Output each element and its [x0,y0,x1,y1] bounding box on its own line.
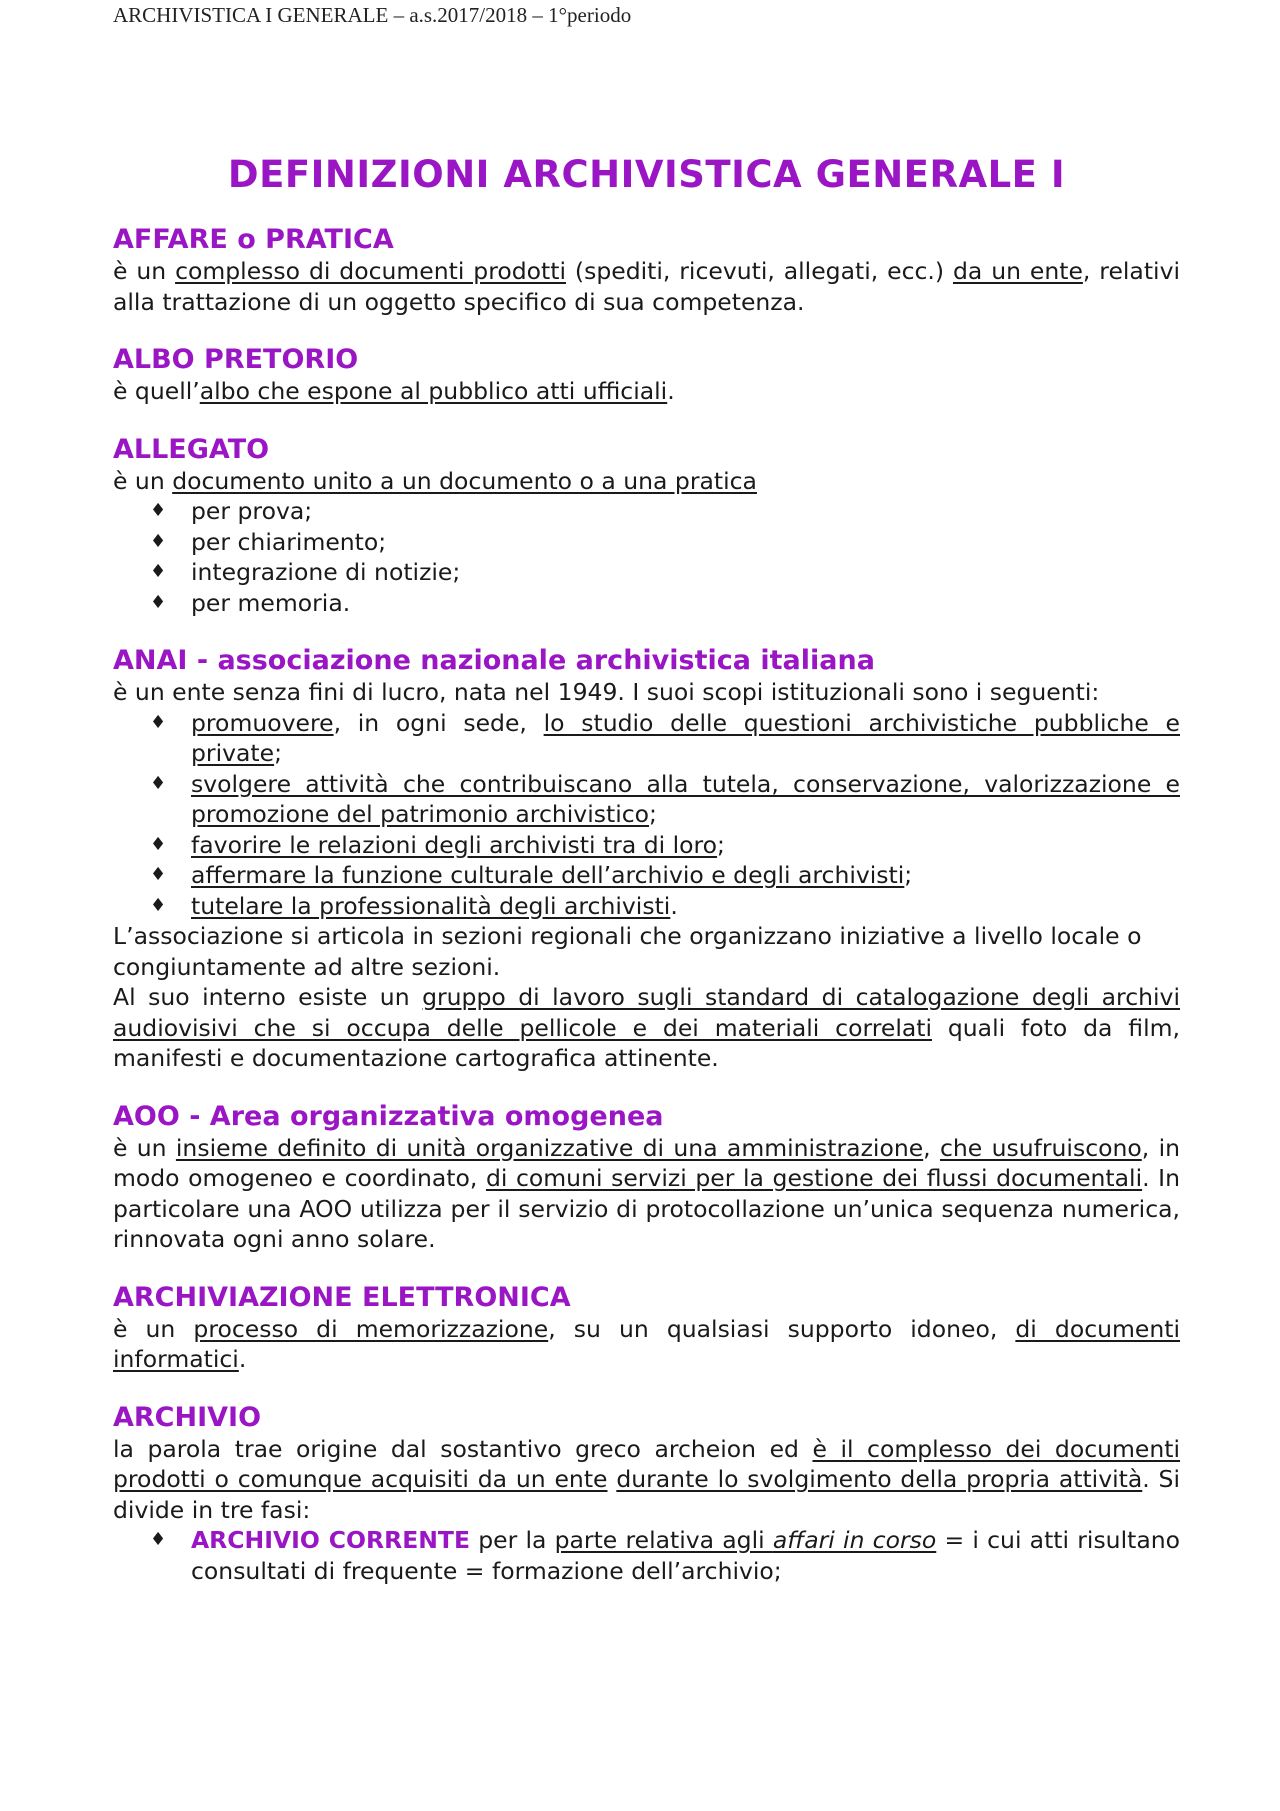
text-run: è un [113,257,176,285]
list-item-text: per memoria. [191,588,351,617]
section-albo-pretorio [113,344,1180,407]
paragraph-text [113,982,1180,1074]
bullet-list [113,496,1180,618]
text-run: ; [904,861,913,889]
list-item [150,830,1180,861]
definition-text [113,1434,1180,1526]
term-heading: AOO - Area organizzativa omogenea [113,1100,664,1132]
list-item [150,527,1180,558]
text-run: . [667,377,675,405]
inline-term: ARCHIVIO CORRENTE [191,1526,470,1554]
underlined-text: tutelare la professionalità degli archivisti [191,891,671,920]
diamond-bullet-icon: ♦ [150,1529,167,1550]
diamond-bullet-icon: ♦ [150,530,167,552]
diamond-bullet-icon: ♦ [150,894,167,916]
text-run: , relativi alla trattazione di un oggetto specifico di sua competenza. [113,257,1181,316]
text-run: (spediti, ricevuti, allegati, ecc.) [566,257,953,285]
text-run: Al suo interno esiste un [113,983,423,1011]
text-run: è un [113,1314,194,1343]
section-anai [113,645,1180,1074]
diamond-bullet-icon: ♦ [150,711,167,733]
underlined-text: albo che espone al pubblico atti ufficiali [199,377,668,405]
bullet-list [113,708,1180,922]
list-item [150,891,1180,922]
text-run: per la [470,1526,555,1554]
definition-text [113,376,1180,407]
underlined-text: gruppo di lavoro sugli standard di catalogazione degli archivi audiovisivi che si occupa delle pellicole e dei materiali correlati [113,983,1180,1042]
text-run: . [238,1345,247,1373]
text-run: quali foto da film, manifesti e documentazione cartografica attinente. [113,1013,1180,1072]
underlined-text: durante lo svolgimento della propria attività [616,1465,1143,1493]
underlined-text: è il complesso dei documenti prodotti o comunque acquisiti da un ente [113,1434,1181,1493]
definition-text [113,256,1180,317]
underlined-text: che usufruiscono [939,1133,1142,1162]
underlined-text [555,1526,937,1554]
text-run: parte relativa agli [554,1526,773,1554]
term-heading: ARCHIVIO [113,1401,262,1433]
diamond-bullet-icon: ♦ [150,833,167,855]
definition-text [113,1133,1180,1255]
text-run: ; [717,830,725,859]
document-body [113,148,1180,1613]
text-run: = i cui atti risultano consultati di frequente = formazione dell’archivio; [191,1526,1180,1585]
definition-text [113,466,1180,497]
diamond-bullet-icon: ♦ [150,500,167,521]
underlined-text: insieme definito di unità organizzative di una amministrazione [175,1133,924,1162]
diamond-bullet-icon: ♦ [150,561,167,582]
section-archivio [113,1402,1180,1587]
text-run: . In particolare una AOO utilizza per il servizio di protocollazione un’unica sequenza numerica, rinnovata ogni anno solare. [113,1164,1181,1253]
text-run: , [923,1133,940,1162]
text-run: ; [649,800,657,828]
text-run: è quell’ [113,377,200,405]
underlined-text: di comuni servizi per la gestione dei flussi documentali [485,1164,1143,1192]
running-header: ARCHIVISTICA I GENERALE – a.s.2017/2018 – 1°periodo [113,3,632,27]
text-run [608,1465,617,1493]
definition-text: è un ente senza fini di lucro, nata nel 1949. I suoi scopi istituzionali sono i seguenti: [113,678,1100,706]
diamond-bullet-icon: ♦ [150,772,167,794]
paragraph-text: L’associazione si articola in sezioni regionali che organizzano iniziative a livello locale o congiuntamente ad altre sezioni. [113,922,1142,981]
section-allegato [113,434,1180,619]
list-item [150,496,1180,527]
text-run: . Si divide in tre fasi: [113,1465,1180,1524]
list-item [150,769,1180,830]
text-run: , in ogni sede, [333,708,544,737]
underlined-text: favorire le relazioni degli archivisti tra di loro [191,830,718,859]
list-item [150,860,1180,891]
list-item [150,708,1180,769]
term-heading: ANAI - associazione nazionale archivistica italiana [113,645,875,676]
list-item-text: integrazione di notizie; [191,558,461,586]
document-title: DEFINIZIONI ARCHIVISTICA GENERALE I [227,153,1066,196]
term-heading: ARCHIVIAZIONE ELETTRONICA [113,1281,571,1313]
term-heading: ALLEGATO [113,433,270,465]
definition-text [113,1314,1180,1375]
underlined-text: svolgere attività che contribuiscano alla tutela, conservazione, valorizzazione e promozione del patrimonio archivistico [191,769,1180,828]
term-heading: ALBO PRETORIO [113,344,359,375]
list-item [150,588,1180,619]
underlined-text: complesso di documenti prodotti [175,257,566,285]
text-run: , in modo omogeneo e coordinato, [113,1133,1180,1192]
text-run: la parola trae origine dal sostantivo greco archeion ed [113,1434,813,1463]
underlined-text: processo di memorizzazione [193,1314,549,1343]
italic-text: affari in corso [772,1526,937,1554]
underlined-text: lo studio delle questioni archivistiche pubbliche e private [191,708,1180,767]
underlined-text: da un ente [952,257,1083,285]
text-run: è un [113,1133,176,1162]
bullet-list [113,1525,1180,1586]
section-archiviazione-elettronica [113,1282,1180,1375]
list-item-text: per chiarimento; [191,527,387,556]
list-item [150,1525,1180,1586]
term-heading: AFFARE o PRATICA [113,224,394,255]
text-run: . [670,891,678,920]
text-run: , su un qualsiasi supporto idoneo, [548,1314,1016,1343]
underlined-text: promuovere [191,708,334,737]
list-item-text: per prova; [191,497,313,525]
section-aoo [113,1101,1180,1255]
underlined-text: di documenti informatici [113,1314,1181,1373]
section-affare [113,224,1180,317]
underlined-text: documento unito a un documento o a una pratica [172,466,757,495]
diamond-bullet-icon: ♦ [150,864,167,885]
diamond-bullet-icon: ♦ [150,591,167,613]
list-item [150,557,1180,588]
text-run: è un [113,466,173,495]
underlined-text: affermare la funzione culturale dell’archivio e degli archivisti [191,861,905,889]
text-run: ; [274,739,283,767]
